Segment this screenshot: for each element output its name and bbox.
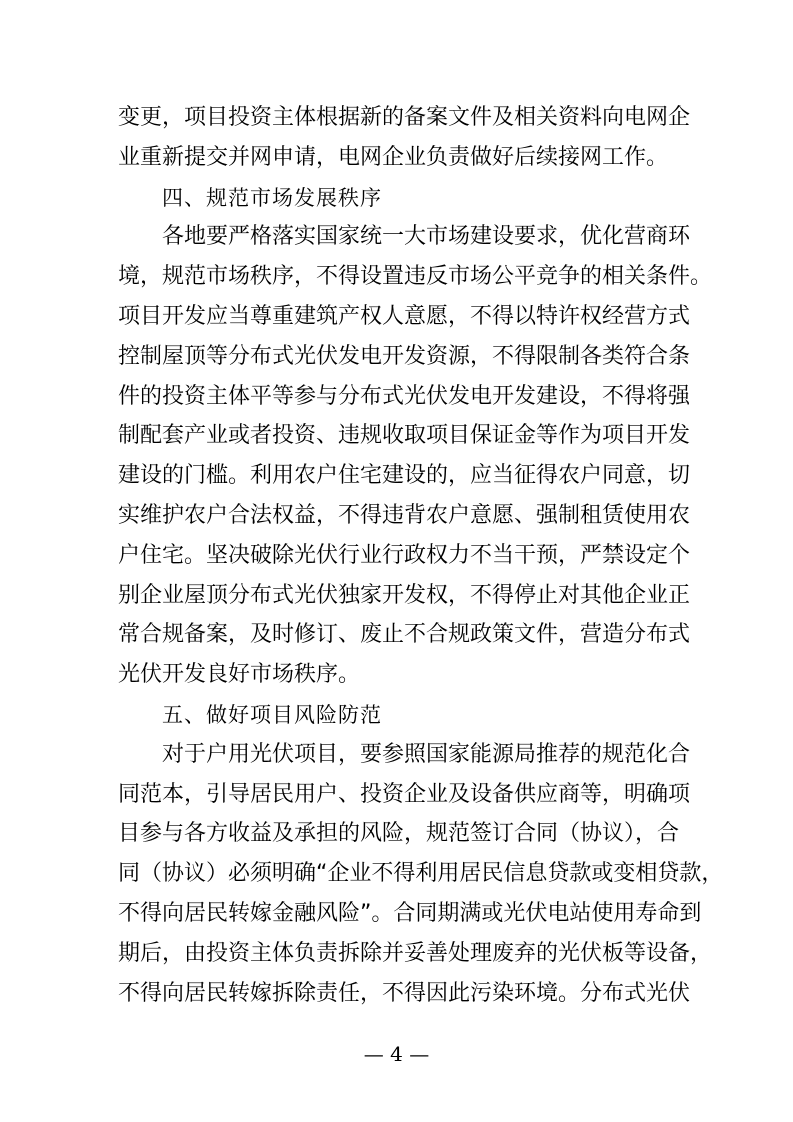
paragraph-line: 业重新提交并网申请，电网企业负责做好后续接网工作。: [118, 145, 669, 170]
paragraph-line: 件的投资主体平等参与分布式光伏发电开发建设，不得将强: [118, 384, 691, 409]
page-number: — 4 —: [363, 1042, 430, 1066]
paragraph-line: 项目开发应当尊重建筑产权人意愿，不得以特许权经营方式: [118, 304, 691, 329]
paragraph-line: 控制屋顶等分布式光伏发电开发资源，不得限制各类符合条: [118, 344, 691, 369]
paragraph-line: 建设的门槛。利用农户住宅建设的，应当征得农户同意，切: [118, 463, 691, 488]
paragraph-line: 制配套产业或者投资、违规收取项目保证金等作为项目开发: [118, 423, 691, 448]
paragraph-line: 境，规范市场秩序，不得设置违反市场公平竞争的相关条件。: [118, 264, 713, 289]
paragraph-line: 期后，由投资主体负责拆除并妥善处理废弃的光伏板等设备，: [118, 941, 713, 966]
section-heading: 四、规范市场发展秩序: [162, 186, 382, 210]
paragraph-line: 目参与各方收益及承担的风险，规范签订合同（协议），合: [118, 821, 680, 846]
paragraph-line: 各地要严格落实国家统一大市场建设要求，优化营商环: [162, 224, 691, 249]
section-heading: 五、做好项目风险防范: [162, 703, 382, 727]
paragraph-line: 不得向居民转嫁拆除责任，不得因此污染环境。分布式光伏: [118, 981, 691, 1006]
paragraph-line: 别企业屋顶分布式光伏独家开发权，不得停止对其他企业正: [118, 583, 691, 608]
paragraph-line: 常合规备案，及时修订、废止不合规政策文件，营造分布式: [118, 622, 691, 647]
paragraph-line: 对于户用光伏项目，要参照国家能源局推荐的规范化合: [162, 742, 691, 767]
paragraph-line: 变更，项目投资主体根据新的备案文件及相关资料向电网企: [118, 105, 691, 130]
paragraph-line: 不得向居民转嫁金融风险”。合同期满或光伏电站使用寿命到: [118, 901, 702, 926]
paragraph-line: 同范本，引导居民用户、投资企业及设备供应商等，明确项: [118, 782, 691, 807]
paragraph-line: 同（协议）必须明确“企业不得利用居民信息贷款或变相贷款，: [118, 861, 724, 886]
paragraph-line: 户住宅。坚决破除光伏行业行政权力不当干预，严禁设定个: [118, 543, 691, 568]
paragraph-line: 光伏开发良好市场秩序。: [118, 662, 361, 687]
paragraph-line: 实维护农户合法权益，不得违背农户意愿、强制租赁使用农: [118, 503, 691, 528]
